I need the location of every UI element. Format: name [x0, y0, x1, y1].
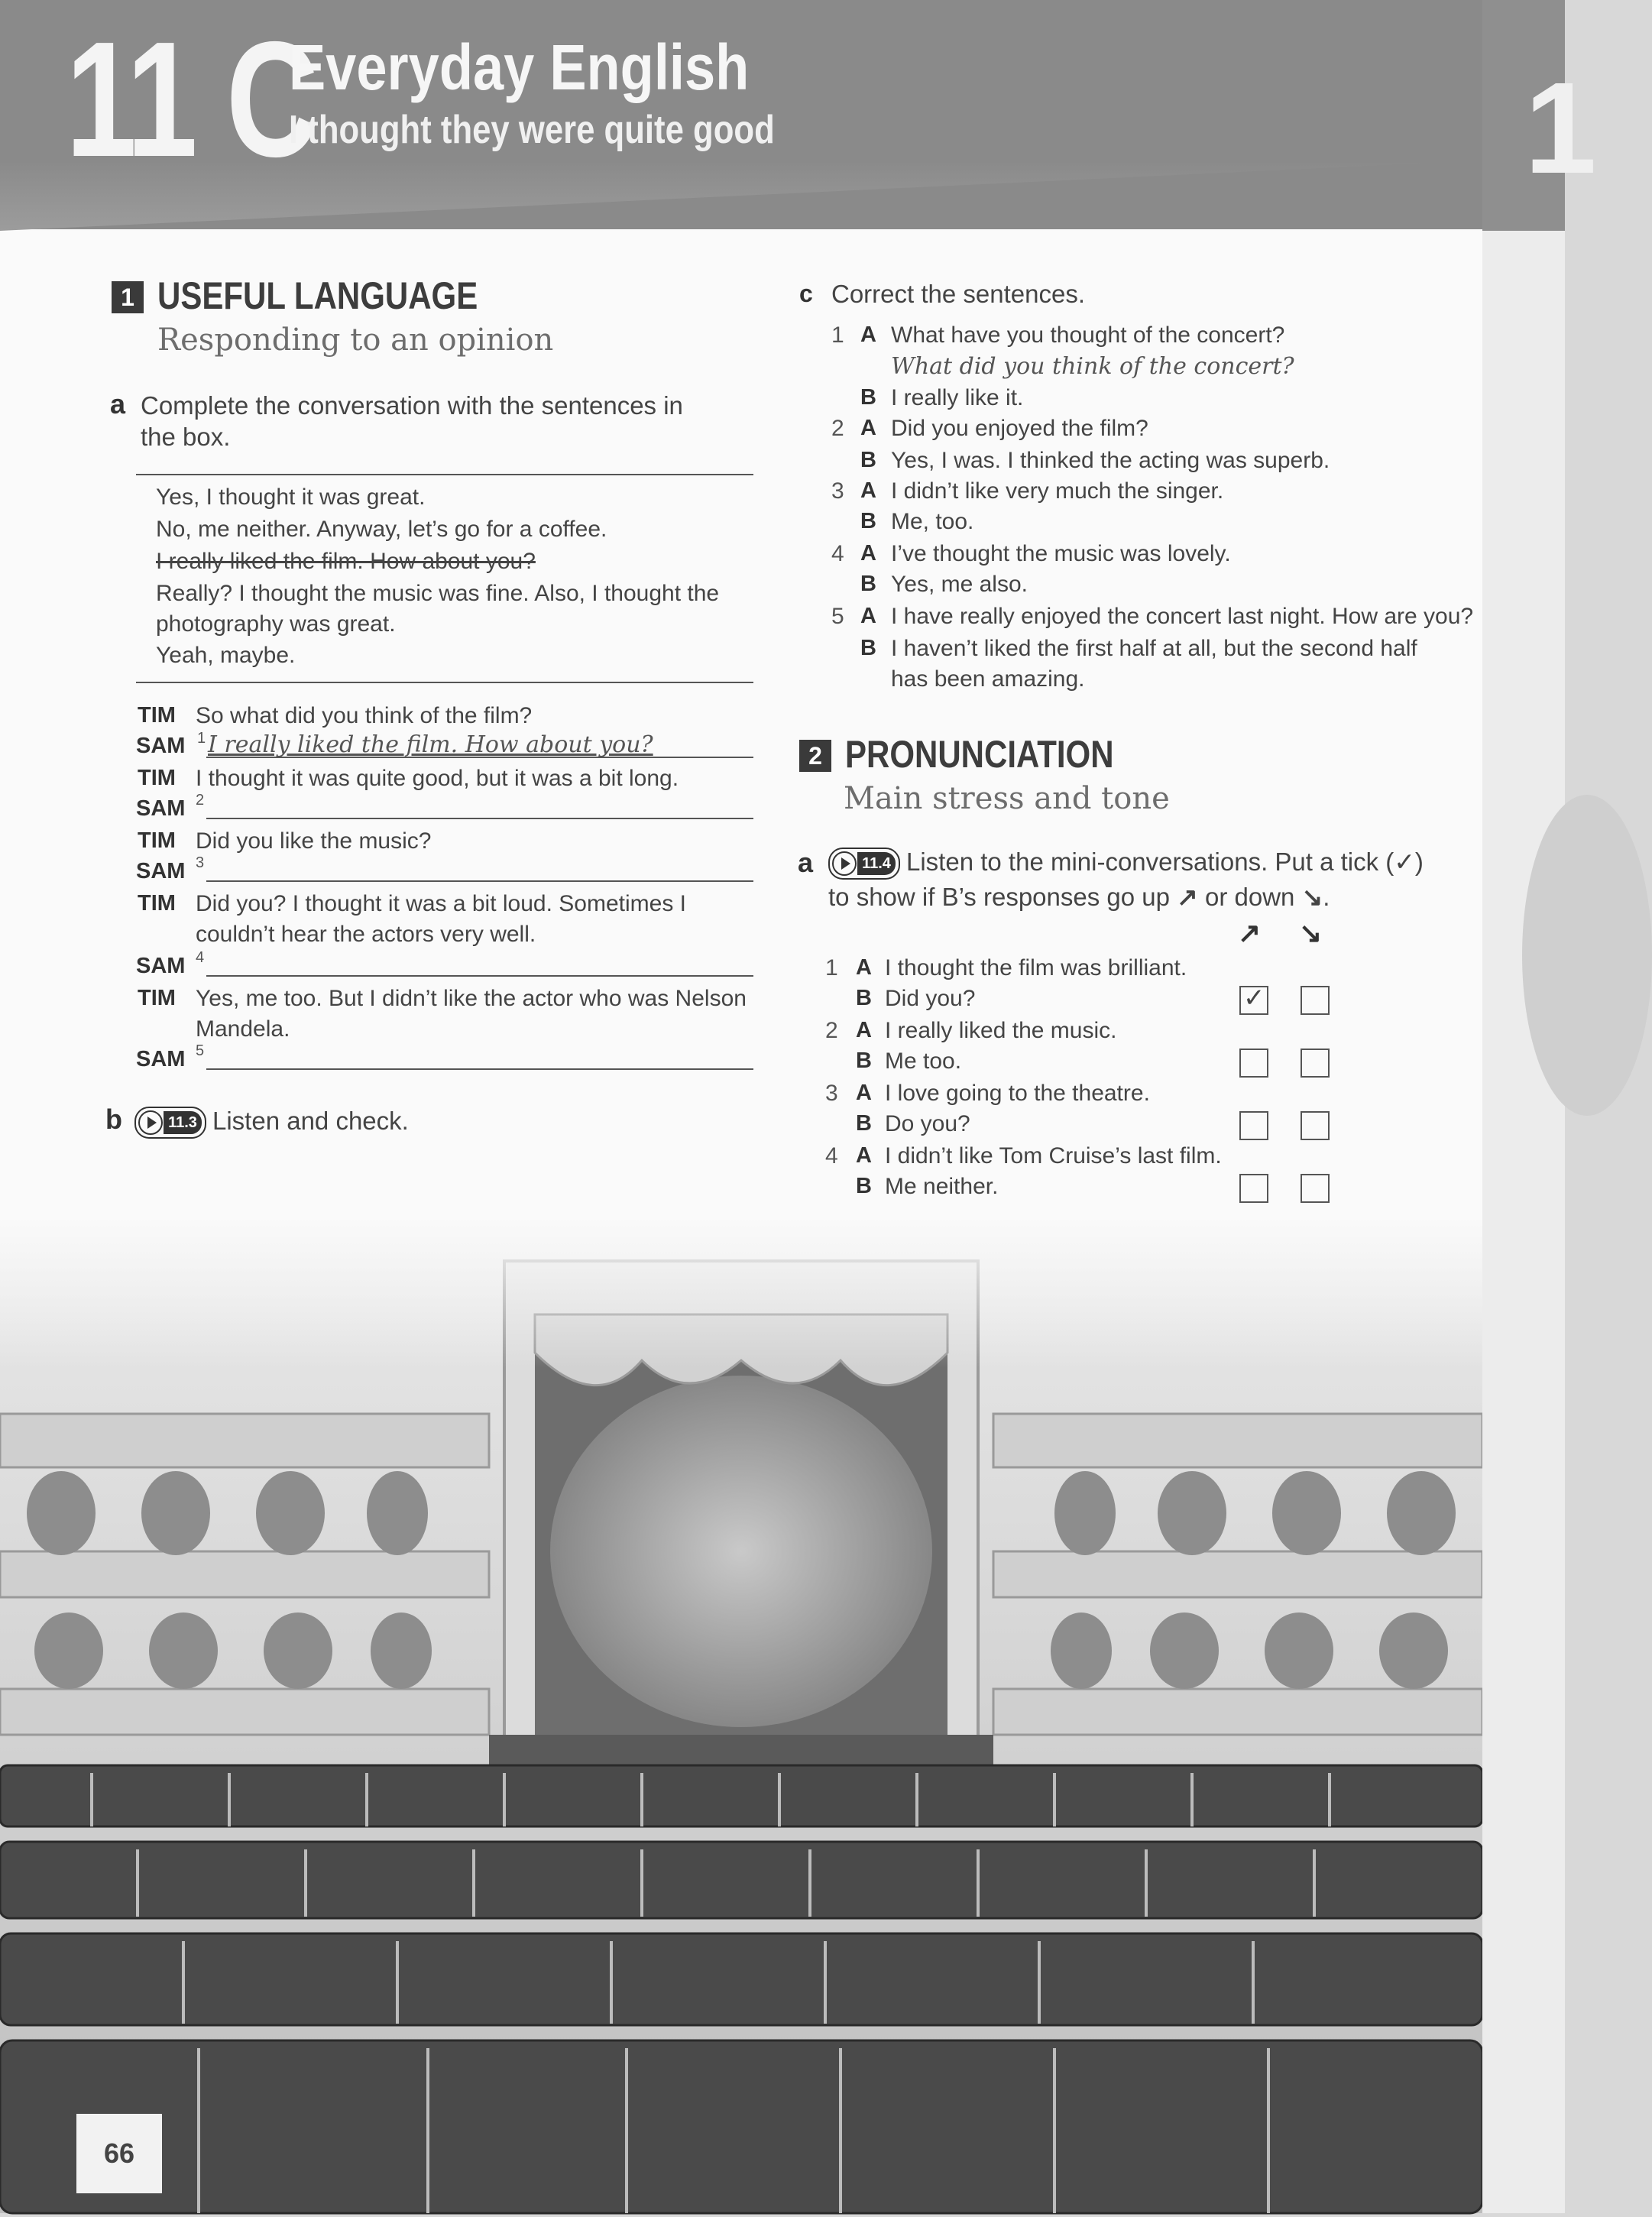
label-b: B: [856, 1111, 872, 1136]
box-sentence: No, me neither. Anyway, let’s go for a coffee.: [156, 517, 607, 542]
dialogue-line: I thought it was quite good, but it was a bit long.: [196, 766, 679, 791]
dialogue-line-cont: couldn’t hear the actors very well.: [196, 922, 536, 947]
section-2-title: PRONUNCIATION: [845, 733, 1114, 776]
answer-line-4[interactable]: [206, 975, 753, 977]
exercise-1b-letter: b: [105, 1104, 122, 1135]
label-a: A: [856, 1143, 872, 1168]
section-1-title: USEFUL LANGUAGE: [157, 274, 478, 317]
sentence-a: I love going to the theatre.: [885, 1081, 1150, 1106]
box-sentence: Yes, I thought it was great.: [156, 485, 426, 510]
gap-number: 4: [196, 949, 205, 966]
label-b: B: [860, 572, 876, 596]
item-number: 3: [831, 478, 844, 504]
label-a: A: [856, 1081, 872, 1105]
section-1-subtitle: Responding to an opinion: [157, 323, 554, 358]
sentence-a: I have really enjoyed the concert last night. How are you?: [891, 604, 1474, 629]
label-a: A: [860, 541, 876, 566]
facing-page-photo-fragment: [1522, 795, 1652, 1116]
handwritten-answer: I really liked the film. How about you?: [208, 731, 653, 758]
instruction-text: to show if B’s responses go up: [828, 883, 1170, 911]
facing-page-edge: [1482, 0, 1597, 2213]
up-checkbox[interactable]: [1239, 1111, 1268, 1140]
sentence-b: Me, too.: [891, 509, 974, 534]
item-number: 5: [831, 604, 844, 629]
unit-title: Everyday English: [289, 31, 750, 103]
section-1-number: 1: [112, 281, 144, 313]
tick-mark: ✓: [1243, 984, 1265, 1013]
instruction-text: or down: [1204, 883, 1295, 911]
down-checkbox[interactable]: [1301, 1174, 1330, 1203]
page-number: 66: [76, 2114, 162, 2193]
down-checkbox[interactable]: [1301, 1049, 1330, 1078]
speaker-sam: SAM: [136, 954, 186, 978]
box-sentence: photography was great.: [156, 611, 396, 637]
sentence-b: Me too.: [885, 1049, 962, 1074]
answer-line-3[interactable]: [206, 880, 753, 882]
exercise-1b-text: Listen and check.: [212, 1107, 409, 1135]
up-checkbox[interactable]: [1239, 986, 1268, 1015]
speaker-tim: TIM: [138, 766, 176, 790]
dialogue-line: Yes, me too. But I didn’t like the actor who was Nelson: [196, 986, 747, 1011]
sentence-a: Did you enjoyed the film?: [891, 416, 1148, 441]
label-b: B: [856, 1049, 872, 1073]
arrow-up-icon: ↗: [1177, 883, 1198, 911]
label-b: B: [860, 448, 876, 472]
label-a: A: [860, 323, 876, 347]
label-a: A: [856, 1018, 872, 1042]
down-checkbox[interactable]: [1301, 986, 1330, 1015]
answer-line-5[interactable]: [206, 1068, 753, 1070]
label-b: B: [860, 636, 876, 660]
theatre-photo: [0, 1215, 1482, 2213]
exercise-1a-instruction-cont: the box.: [141, 423, 231, 451]
sentence-a: I really liked the music.: [885, 1018, 1117, 1043]
gap-number: 3: [196, 854, 205, 871]
box-sentence: Yeah, maybe.: [156, 643, 296, 668]
speaker-sam: SAM: [136, 859, 186, 883]
sentence-b-cont: has been amazing.: [891, 666, 1085, 692]
box-sentence-used: I really liked the film. How about you?: [156, 549, 536, 574]
audio-track-label: 11.4: [857, 852, 896, 875]
item-number: 4: [831, 541, 844, 566]
up-checkbox[interactable]: [1239, 1174, 1268, 1203]
exercise-2a-instruction-cont: [828, 882, 1330, 912]
answer-line-2[interactable]: [206, 818, 753, 819]
label-a: A: [860, 478, 876, 503]
speaker-sam: SAM: [136, 796, 186, 821]
speaker-tim: TIM: [138, 986, 176, 1010]
speaker-tim: TIM: [138, 703, 176, 728]
speaker-tim: TIM: [138, 891, 176, 916]
label-a: A: [856, 955, 872, 980]
dialogue-line: Did you like the music?: [196, 828, 432, 854]
photo-fade: [0, 1215, 1482, 1368]
theatre-illustration: [0, 1215, 1482, 2213]
instruction-text: .: [1323, 883, 1330, 911]
sentence-b: Me neither.: [885, 1174, 999, 1199]
label-b: B: [860, 385, 876, 410]
sentence-b: Yes, me also.: [891, 572, 1028, 597]
exercise-1a-letter: a: [110, 388, 126, 420]
facing-page-unit-fragment: 1: [1524, 56, 1597, 201]
down-checkbox[interactable]: [1301, 1111, 1330, 1140]
gap-number: 5: [196, 1042, 205, 1059]
handwritten-correction: What did you think of the concert?: [891, 353, 1294, 380]
sentence-b: I haven’t liked the first half at all, but the second half: [891, 636, 1417, 661]
up-checkbox[interactable]: [1239, 1049, 1268, 1078]
audio-track-label: 11.3: [164, 1111, 202, 1134]
play-icon: [138, 1110, 163, 1135]
label-b: B: [856, 1174, 872, 1198]
dialogue-line-cont: Mandela.: [196, 1016, 290, 1042]
exercise-2a-instruction: [828, 847, 1424, 880]
exercise-1a-instruction: Complete the conversation with the sentences in: [141, 391, 683, 420]
dialogue-line: So what did you think of the film?: [196, 703, 533, 728]
facing-page-header: [1482, 0, 1597, 231]
exercise-2a-letter: a: [798, 847, 814, 878]
unit-number: 11 C: [66, 7, 316, 191]
gap-number: 2: [196, 792, 205, 809]
exercise-1b-instruction: [134, 1107, 409, 1139]
gap-number: 1: [197, 730, 206, 747]
answer-line-1[interactable]: [206, 757, 753, 758]
speaker-tim: TIM: [138, 828, 176, 853]
arrow-down-icon: ↘: [1301, 883, 1323, 911]
column-down-arrow-icon: ↘: [1299, 917, 1323, 948]
item-number: 1: [831, 323, 844, 348]
column-up-arrow-icon: ↗: [1238, 917, 1262, 948]
sentence-a: I didn’t like Tom Cruise’s last film.: [885, 1143, 1222, 1168]
exercise-1c-instruction: Correct the sentences.: [831, 280, 1085, 308]
item-number: 1: [825, 955, 838, 980]
sentence-a: What have you thought of the concert?: [891, 323, 1285, 348]
box-sentence: Really? I thought the music was fine. Also, I thought the: [156, 581, 720, 606]
sentence-b: Yes, I was. I thinked the acting was superb.: [891, 448, 1330, 473]
label-b: B: [860, 509, 876, 533]
section-2-subtitle: Main stress and tone: [844, 781, 1170, 816]
speaker-sam: SAM: [136, 734, 186, 758]
dialogue-line: Did you? I thought it was a bit loud. Sometimes I: [196, 891, 686, 916]
label-a: A: [860, 416, 876, 440]
audio-track-11-3[interactable]: [134, 1107, 206, 1139]
audio-track-11-4[interactable]: [828, 848, 900, 880]
item-number: 3: [825, 1081, 838, 1106]
orchestra-pit: [489, 1735, 993, 1765]
sentence-a: I thought the film was brilliant.: [885, 955, 1187, 980]
item-number: 2: [825, 1018, 838, 1043]
exercise-2a-text: Listen to the mini-conversations. Put a tick (✓): [906, 848, 1424, 876]
speaker-sam: SAM: [136, 1047, 186, 1071]
section-2-number: 2: [799, 740, 831, 772]
sentence-b: I really like it.: [891, 385, 1024, 410]
sentence-a: I’ve thought the music was lovely.: [891, 541, 1231, 566]
label-a: A: [860, 604, 876, 628]
play-icon: [832, 851, 857, 876]
sentence-b: Do you?: [885, 1111, 970, 1136]
item-number: 4: [825, 1143, 838, 1168]
sentence-b: Did you?: [885, 986, 976, 1011]
exercise-1c-letter: c: [799, 280, 813, 307]
unit-subtitle: I thought they were quite good: [289, 108, 775, 152]
stage-backdrop-trees: [550, 1376, 932, 1727]
item-number: 2: [831, 416, 844, 441]
label-b: B: [856, 986, 872, 1010]
sentence-a: I didn’t like very much the singer.: [891, 478, 1224, 504]
